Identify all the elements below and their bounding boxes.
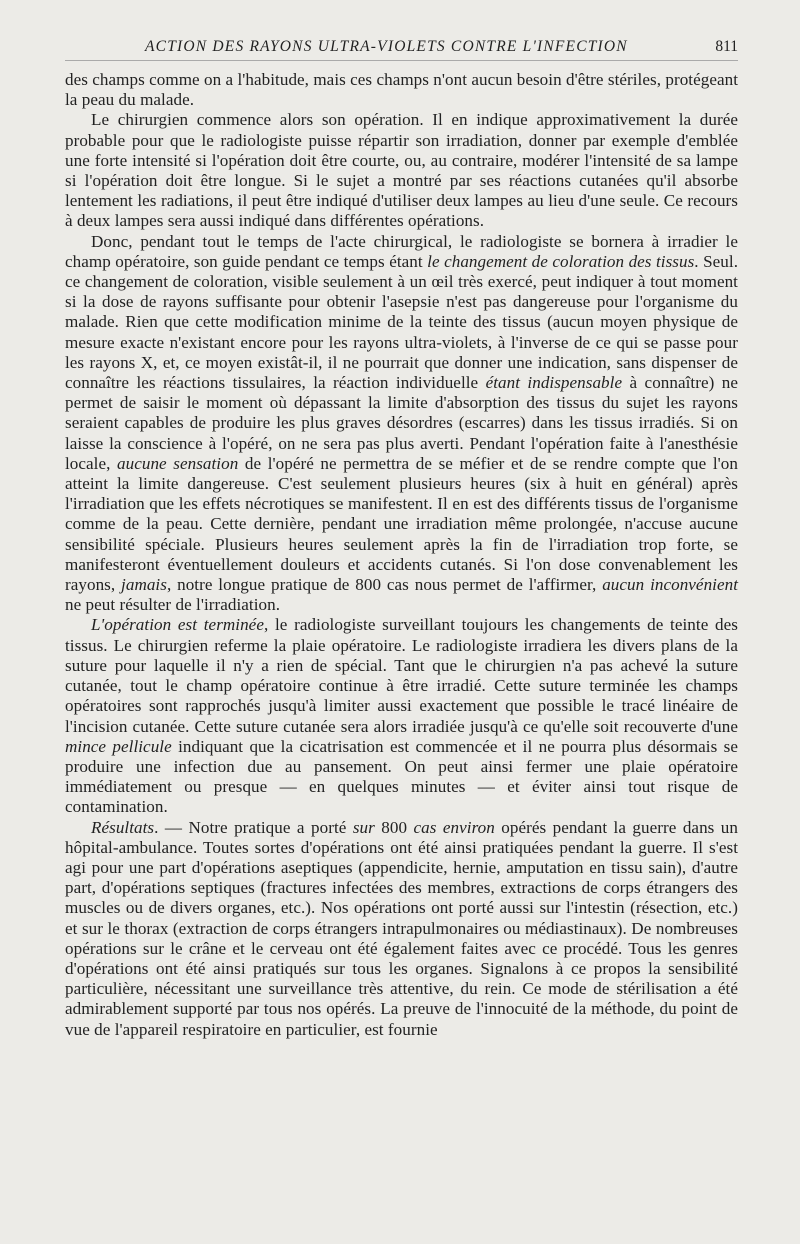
text-run: , notre longue pratique de 800 cas nous permet de l'affirmer, (166, 575, 603, 595)
italic-run: aucune sensation (117, 453, 239, 473)
paragraph (65, 110, 738, 231)
text-run: . Seul. ce changement de coloration, visible seulement à un œil très exercé, peut indiquer à tout moment si la dose de rayons suffisante pour obtenir l'asepsie n'est pas dangereuse pour l'organisme du malade. Rien que cette modification minime de la teinte des tissus (aucun moyen physique de mesure exacte n'existant encore pour les rayons ultra-violets, à l'inverse de ce qui se passe pour les rayons X, et, ce moyen existât-il, il ne pourrait que donner une indication, sans dispenser de connaître les réactions tissulaires, la réaction individuelle (65, 251, 739, 393)
italic-run: sur (352, 817, 375, 837)
italic-run: cas environ (413, 817, 495, 837)
paragraph (65, 818, 738, 1040)
running-head (65, 36, 738, 61)
paragraph (65, 232, 738, 616)
italic-run: jamais (121, 575, 167, 595)
text-run: des champs comme on a l'habitude, mais ces champs n'ont aucun besoin d'être stériles, protégeant la peau du malade. (65, 70, 738, 110)
text-run: . — Notre pratique a porté (154, 817, 353, 837)
text-run: 800 (374, 817, 414, 837)
text-run: ne peut résulter de l'irradiation. (65, 595, 281, 615)
paragraph (65, 615, 738, 817)
text-run: indiquant que la cicatrisation est commencée et il ne pourra plus désormais se produire une infection due au pansement. On peut ainsi fermer une plaie opératoire immédiatement ou presque — en quelques minutes — et éviter ainsi tout risque de contamination. (65, 736, 738, 817)
italic-run: Résultats (91, 817, 155, 837)
text-run: Le chirurgien commence alors son opération. Il en indique approximativement la durée probable pour que le radiologiste puisse répartir son irradiation, donner par exemple d'emblée une forte intensité si l'opération doit être courte, ou, au contraire, modérer l'intensité de sa lampe si l'opération doit être longue. Si le sujet a montré par ses réactions cutanées qu'il absorbe lentement les radiations, il peut être indiqué d'utiliser deux lampes au lieu d'une seule. Ce recours à deux lampes sera aussi indiqué dans différentes opérations. (65, 110, 738, 231)
paragraph (65, 70, 738, 110)
italic-run: mince pellicule (65, 736, 172, 756)
body-text (65, 70, 738, 1040)
text-run: à connaître) ne permet de saisir le moment où dépassant la limite d'absorption des tissus du sujet les rayons seraient capables de produire les plus graves désordres (escarres) dans les tissus irradiés. Si on laisse la conscience à l'opéré, on ne sera pas plus averti. Pendant l'opération faite à l'anesthésie locale, (65, 373, 738, 473)
running-title: ACTION DES RAYONS ULTRA-VIOLETS CONTRE L'INFECTION (145, 38, 628, 55)
italic-run: le changement de coloration des tissus (427, 251, 695, 271)
italic-run: L'opération est terminée (91, 615, 264, 635)
text-run: , le radiologiste surveillant toujours les changements de teinte des tissus. Le chirurgien referme la plaie opératoire. Le radiologiste irradiera les divers plans de la suture pour laquelle il n'y a rien de spécial. Tant que le chirurgien n'a pas achevé la suture cutanée, tout le champ opératoire continue à être irradié. Cette suture terminée les champs opératoires sont rapprochés jusqu'à limiter aussi exactement que possible le tracé linéaire de l'incision cutanée. Cette suture cutanée sera alors irradiée jusqu'à ce qu'elle soit recouverte d'une (65, 615, 738, 736)
text-run: opérés pendant la guerre dans un hôpital-ambulance. Toutes sortes d'opérations ont été ainsi pratiquées pendant la guerre. Il s'est agi pour une part d'opérations aseptiques (appendicite, hernie, amputation en tissu sain), d'autre part, d'opérations septiques (fractures infectées des membres, extractions de corps étrangers des muscles ou de divers organes, etc.). Nos opérations ont porté aussi sur l'intestin (résection, etc.) et sur le thorax (extraction de corps étrangers intrapulmonaires ou médiastinaux). De nombreuses opérations sur le crâne et le cerveau ont été également faites avec ce procédé. Tous les genres d'opérations ont été ainsi pratiqués sur tous les organes. Signalons à ce propos la sensibilité particulière, nécessitant une surveillance très attentive, du rein. Ce mode de stérilisation a été admirablement supporté par tous nos opérés. La preuve de l'innocuité de la méthode, du point de vue de l'appareil respiratoire en particulier, est fournie (65, 817, 739, 1039)
page-number: 811 (715, 38, 738, 55)
italic-run: aucun inconvénient (602, 575, 738, 595)
text-run: de l'opéré ne permettra de se méfier et de se rendre compte que l'on atteint la limite dangereuse. C'est seulement plusieurs heures (six à huit en général) après l'irradiation que les effets nécrotiques se manifestent. Il en est des différents tissus de l'organisme comme de la peau. Cette dernière, pendant une irradiation même prolongée, n'accuse aucune sensibilité spéciale. Plusieurs heures seulement après la fin de l'irradiation trop forte, se manifesteront éventuellement douleurs et accidents cutanés. Si l'on dose convenablement les rayons, (65, 453, 738, 595)
italic-run: étant indispensable (485, 373, 623, 393)
text-run: Donc, pendant tout le temps de l'acte chirurgical, le radiologiste se bornera à irradier le champ opératoire, son guide pendant ce temps étant (65, 231, 738, 271)
